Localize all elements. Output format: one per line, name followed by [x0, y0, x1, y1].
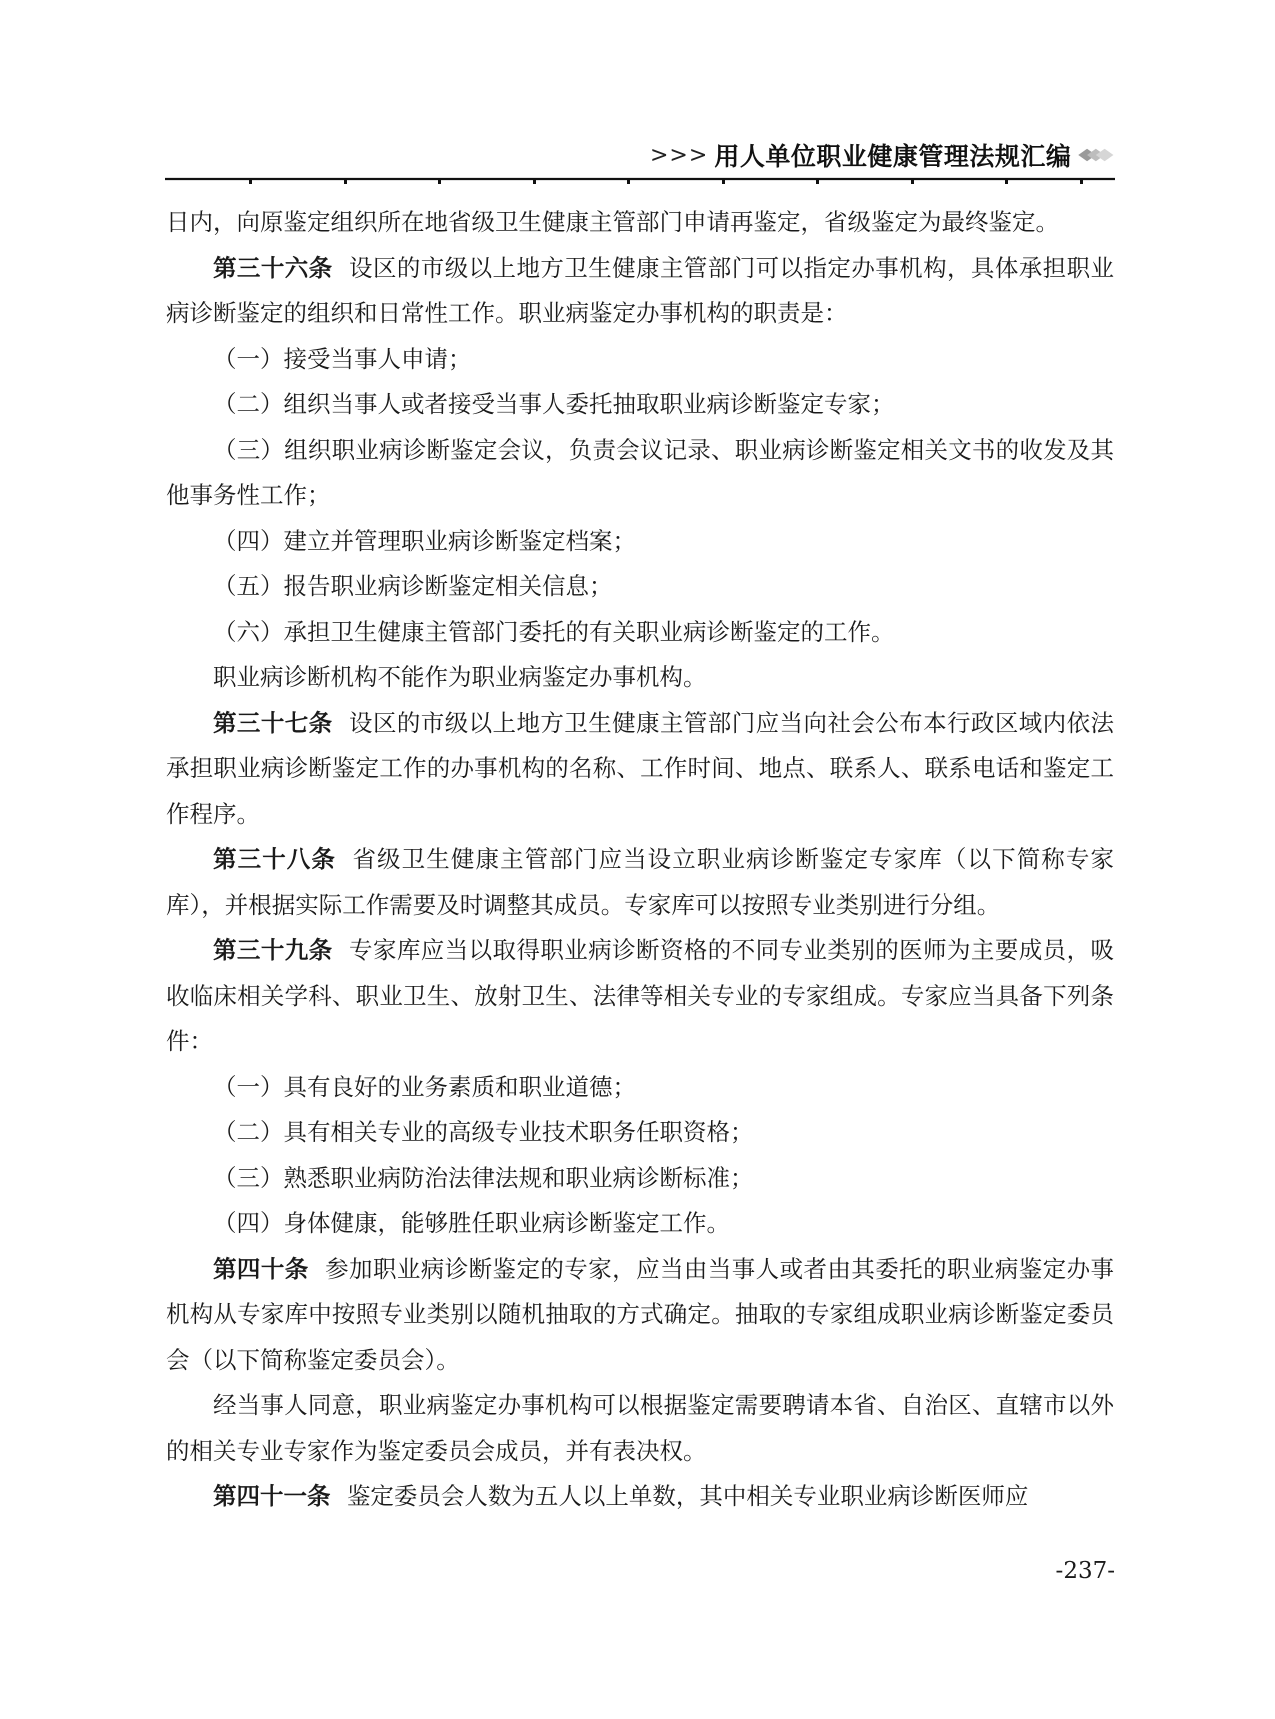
paragraph-text: （二）组织当事人或者接受当事人委托抽取职业病诊断鉴定专家； — [213, 390, 895, 418]
article-number: 第三十七条 — [213, 708, 333, 737]
paragraph-text: 经当事人同意，职业病鉴定办事机构可以根据鉴定需要聘请本省、自治区、直辖市以外的相关专业专家作为鉴定委员会成员，并有表决权。 — [166, 1391, 1114, 1465]
paragraph-text: 职业病诊断机构不能作为职业病鉴定办事机构。 — [213, 663, 707, 691]
list-item — [166, 337, 1114, 383]
list-item — [166, 564, 1114, 610]
paragraph-text: 参加职业病诊断鉴定的专家，应当由当事人或者由其委托的职业病鉴定办事机构从专家库中按照专业类别以随机抽取的方式确定。抽取的专家组成职业病诊断鉴定委员会（以下简称鉴定委员会）。 — [166, 1254, 1115, 1374]
paragraph-text: （一）接受当事人申请； — [213, 344, 472, 373]
paragraph-text: （五）报告职业病诊断鉴定相关信息； — [213, 572, 613, 600]
header-divider — [165, 177, 1115, 185]
paragraph-text: 专家库应当以取得职业病诊断资格的不同专业类别的医师为主要成员，吸收临床相关学科、职业卫生、放射卫生、法律等相关专业的专家组成。专家应当具备下列条件： — [166, 936, 1115, 1055]
list-item — [166, 382, 1114, 428]
running-header — [650, 135, 1115, 175]
paragraph-text: （一）具有良好的业务素质和职业道德； — [213, 1072, 636, 1101]
list-item — [166, 1110, 1114, 1156]
paragraph-text: （三）组织职业病诊断鉴定会议，负责会议记录、职业病诊断鉴定相关文书的收发及其他事务性工作； — [166, 435, 1114, 509]
paragraph-text: （三）熟悉职业病防治法律法规和职业病诊断标准； — [213, 1163, 754, 1192]
paragraph-text: （四）身体健康，能够胜任职业病诊断鉴定工作。 — [213, 1209, 730, 1237]
article-paragraph — [166, 701, 1114, 838]
article-paragraph — [166, 837, 1114, 928]
document-body — [166, 200, 1114, 1520]
list-item — [166, 1201, 1114, 1247]
paragraph-text: （六）承担卫生健康主管部门委托的有关职业病诊断鉴定的工作。 — [213, 617, 895, 646]
list-item — [166, 1383, 1114, 1474]
paragraph-text: （四）建立并管理职业病诊断鉴定档案； — [213, 526, 636, 555]
article-number: 第三十六条 — [213, 253, 333, 282]
paragraph-text: 鉴定委员会人数为五人以上单数，其中相关专业职业病诊断医师应 — [346, 1482, 1029, 1510]
paragraph-text: （二）具有相关专业的高级专业技术职务任职资格； — [213, 1118, 754, 1146]
paragraph-text: 省级卫生健康主管部门应当设立职业病诊断鉴定专家库（以下简称专家库），并根据实际工作需要及时调整其成员。专家库可以按照专业类别进行分组。 — [166, 845, 1115, 919]
header-arrows: >>> — [650, 142, 709, 168]
paragraph-text: 设区的市级以上地方卫生健康主管部门可以指定办事机构，具体承担职业病诊断鉴定的组织和日常性工作。职业病鉴定办事机构的职责是： — [166, 253, 1115, 327]
paragraph-text: 日内，向原鉴定组织所在地省级卫生健康主管部门申请再鉴定，省级鉴定为最终鉴定。 — [166, 208, 1059, 236]
list-item — [166, 519, 1114, 565]
diamond-ornament-icon — [1077, 140, 1115, 170]
article-paragraph — [166, 928, 1114, 1065]
article-number: 第四十条 — [213, 1254, 309, 1283]
article-number: 第三十九条 — [213, 936, 333, 964]
paragraph-text: 设区的市级以上地方卫生健康主管部门应当向社会公布本行政区域内依法承担职业病诊断鉴定工作的办事机构的名称、工作时间、地点、联系人、联系电话和鉴定工作程序。 — [166, 708, 1115, 828]
list-item — [166, 1156, 1114, 1202]
list-item — [166, 655, 1114, 701]
article-number: 第三十八条 — [213, 845, 337, 873]
article-paragraph — [166, 1247, 1114, 1384]
list-item — [166, 428, 1114, 519]
header-title: 用人单位职业健康管理法规汇编 — [714, 142, 1072, 171]
list-item — [166, 1065, 1114, 1111]
page-number: -237- — [1055, 1558, 1115, 1584]
list-item — [166, 610, 1114, 656]
article-number: 第四十一条 — [213, 1482, 331, 1510]
article-paragraph — [166, 246, 1114, 337]
article-paragraph — [166, 1474, 1114, 1520]
continued-paragraph — [166, 200, 1114, 246]
